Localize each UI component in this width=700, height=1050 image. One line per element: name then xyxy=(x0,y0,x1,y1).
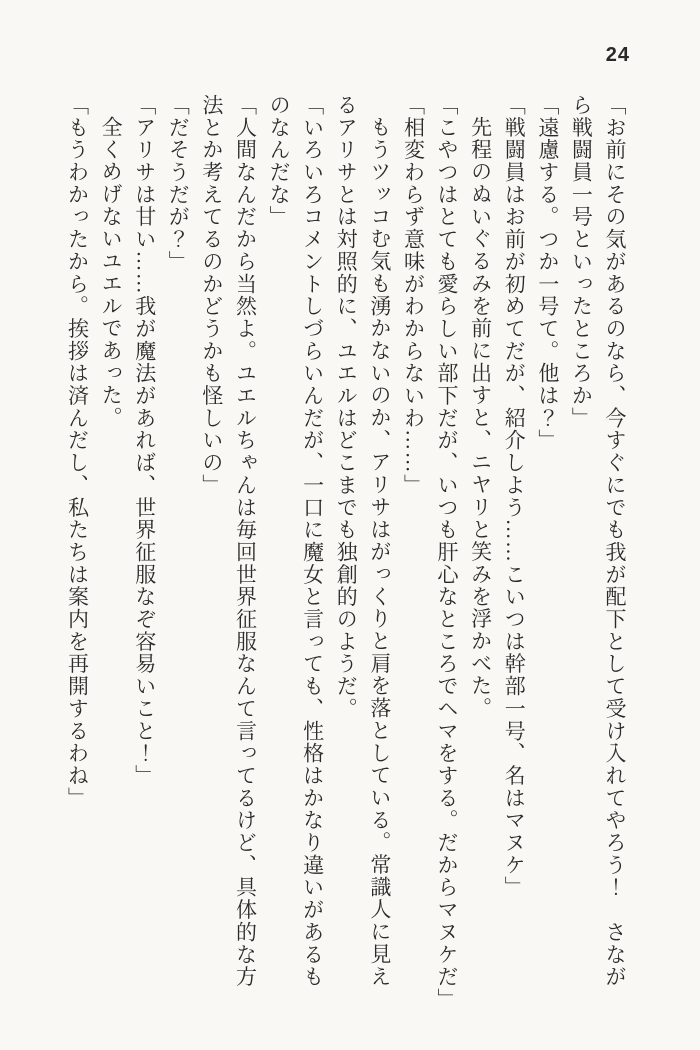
text-column: 「戦闘員はお前が初めてだが、紹介しよう……こいつは幹部一号、名はマヌケ」 xyxy=(502,94,527,899)
text-column: 法とか考えてるのかどうかも怪しいの」 xyxy=(199,94,224,497)
text-column: 「いろいろコメントしづらいんだが、一口に魔女と言っても、性格はかなり違いがあるも xyxy=(300,94,325,988)
text-column: 「だそうだが？」 xyxy=(166,94,191,273)
text-column: 全くめげないユエルであった。 xyxy=(99,116,124,430)
text-column: 「お前にその気があるのなら、今すぐにでも我が配下として受け入れてやろう！ さなが xyxy=(603,94,627,988)
text-column: るアリサとは対照的に、ユエルはどこまでも独創的のようだ。 xyxy=(334,94,359,720)
text-column: 「人間なんだから当然よ。ユエルちゃんは毎回世界征服なんて言ってるけど、具体的な方 xyxy=(233,94,258,988)
text-column: のなんだな」 xyxy=(267,94,292,229)
page-number: 24 xyxy=(605,44,630,66)
text-column: 先程のぬいぐるみを前に出すと、ニヤリと笑みを浮かべた。 xyxy=(468,116,493,720)
text-column: ら戦闘員一号といったところか」 xyxy=(569,94,594,430)
text-column: もうツッコむ気も湧かないのか、アリサはがっくりと肩を落としている。常識人に見え xyxy=(367,116,392,989)
text-column: 「アリサは甘い……我が魔法があれば、世界征服なぞ容易いこと！」 xyxy=(132,94,157,787)
text-column: 「相変わらず意味がわからないわ……」 xyxy=(401,94,426,497)
text-column: 「こやつはとても愛らしい部下だが、いつも肝心なところでヘマをする。だからマヌケだ」 xyxy=(435,94,460,1011)
text-column: 「遠慮する。つか一号て。他は？」 xyxy=(535,94,560,452)
text-block xyxy=(60,94,631,1011)
text-column: 「もうわかったから。挨拶は済んだし、私たちは案内を再開するわね」 xyxy=(65,94,90,810)
